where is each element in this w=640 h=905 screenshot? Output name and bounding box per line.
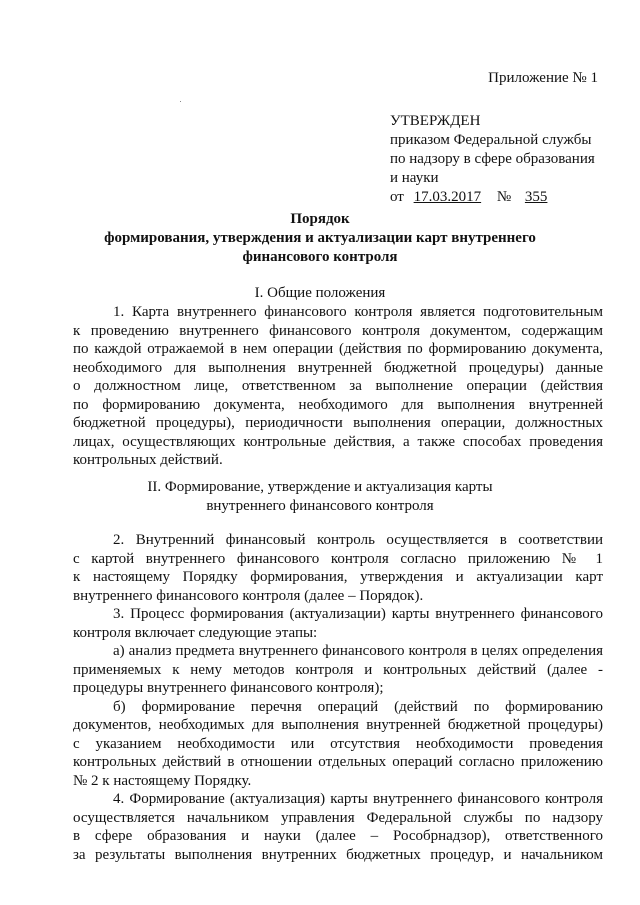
approval-line-2: приказом Федеральной службы	[390, 132, 592, 148]
appendix-label: Приложение № 1	[488, 70, 598, 86]
text-line: с картой внутреннего финансового контроля согласно приложению № 1	[73, 550, 603, 567]
text-line: 4. Формирование (актуализация) карты внутреннего финансового контроля	[113, 791, 603, 807]
text-line: а) анализ предмета внутреннего финансового контроля в целях определения	[113, 643, 603, 659]
text-line: к настоящему Порядку формирования, утверждения и актуализации карт	[73, 569, 603, 585]
approval-line-3: по надзору в сфере образования	[390, 151, 595, 167]
text-line: в сфере образования и науки (далее – Рособрнадзор), ответственного	[73, 828, 603, 844]
section-2-heading	[60, 478, 580, 516]
text-line: о должностном лице, ответственном за выполнение операции (действия	[73, 378, 603, 394]
text-line: 1. Карта внутреннего финансового контроля является подготовительным	[113, 304, 603, 320]
section-1-heading	[60, 284, 580, 303]
approval-line-4: и науки	[390, 170, 439, 186]
text-line: бюджетной процедуры), периодичности выполнения операции, должностных	[73, 415, 603, 431]
text-line: по каждой отражаемой в нем операции (действия по формированию документа,	[73, 341, 603, 357]
text-line: внутреннего финансового контроля (далее – Порядок).	[73, 587, 424, 604]
text-line: процедуры внутреннего финансового контроля);	[73, 680, 384, 696]
text-line: за результаты выполнения внутренних бюджетных процедур, и начальником	[73, 846, 603, 863]
document-title	[60, 210, 580, 267]
approval-number: 355	[524, 189, 548, 205]
text-line: контроля включает следующие этапы:	[73, 624, 318, 641]
section-2-body	[73, 531, 603, 864]
text-line: документов, необходимых для выполнения внутренней бюджетной процедуры)	[73, 717, 603, 733]
approval-date: 17.03.2017	[413, 189, 482, 205]
text-line: б) формирование перечня операций (действий по формированию	[113, 698, 603, 715]
text-line: контрольных действий.	[73, 452, 223, 468]
section-1-heading-text: I. Общие положения	[254, 285, 386, 301]
date-prefix: от	[390, 189, 404, 205]
section-2-heading-line-1: II. Формирование, утверждение и актуализация карты	[147, 479, 493, 495]
text-line: осуществляется начальником управления Федеральной службы по надзору	[73, 809, 603, 826]
approval-date-line	[390, 188, 610, 207]
section-2-heading-line-2: внутреннего финансового контроля	[206, 498, 434, 514]
section-1-body	[73, 303, 603, 470]
text-line: применяемых к нему методов контроля и контрольных действий (далее -	[73, 661, 603, 678]
text-line: лицах, осуществляющих контрольные действия, а также способах проведения	[73, 433, 603, 450]
text-line: необходимого для выполнения внутренней бюджетной процедуры) данные	[73, 359, 603, 376]
text-line: к проведению внутреннего финансового контроля документом, содержащим	[73, 322, 603, 339]
approval-block	[390, 112, 610, 207]
title-line-2: формирования, утверждения и актуализации карт внутреннего	[104, 230, 536, 246]
text-line: 2. Внутренний финансовый контроль осуществляется в соответствии	[113, 532, 603, 548]
title-line-1: Порядок	[290, 211, 350, 227]
text-line: контрольных действий в отношении отдельных операций согласно приложению	[73, 754, 603, 770]
text-line: 3. Процесс формирования (актуализации) карты внутреннего финансового	[113, 606, 603, 622]
scan-speck	[180, 101, 181, 102]
text-line: № 2 к настоящему Порядку.	[73, 772, 252, 789]
approval-heading: УТВЕРЖДЕН	[390, 113, 481, 129]
text-line: с указанием необходимости или отсутствия необходимости проведения	[73, 735, 603, 752]
title-line-3: финансового контроля	[242, 249, 398, 265]
number-prefix: №	[496, 189, 512, 205]
text-line: по формированию документа, необходимого для выполнения внутренней	[73, 396, 603, 413]
